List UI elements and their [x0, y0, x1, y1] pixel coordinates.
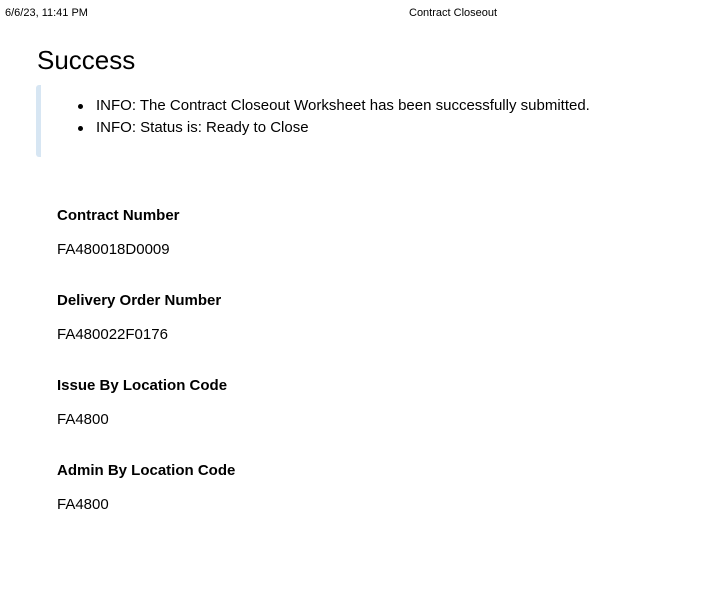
message-item: [76, 117, 590, 139]
success-message-box: [36, 85, 621, 157]
print-date: 6/6/23, 11:41 PM: [5, 7, 88, 19]
field-value: FA4800: [57, 411, 109, 428]
print-page-title: Contract Closeout: [409, 7, 498, 19]
field-label: Admin By Location Code: [57, 462, 236, 479]
print-header: [0, 6, 716, 20]
field-value: FA480022F0176: [57, 326, 168, 343]
field-admin-by-location-code: [57, 462, 235, 514]
bullet-icon: [78, 104, 83, 109]
field-issue-by-location-code: [57, 377, 227, 429]
message-list: [76, 95, 590, 139]
message-text: INFO: The Contract Closeout Worksheet has been successfully submitted.: [96, 97, 590, 114]
field-delivery-order-number: [57, 292, 221, 344]
field-label: Issue By Location Code: [57, 377, 228, 394]
field-contract-number: [57, 207, 180, 259]
field-label: Delivery Order Number: [57, 292, 222, 309]
message-item: [76, 95, 590, 117]
page-title: Success: [37, 45, 136, 75]
field-label: Contract Number: [57, 207, 180, 224]
field-value: FA480018D0009: [57, 241, 170, 258]
field-value: FA4800: [57, 496, 109, 513]
message-text: INFO: Status is: Ready to Close: [96, 119, 309, 136]
bullet-icon: [78, 126, 83, 131]
